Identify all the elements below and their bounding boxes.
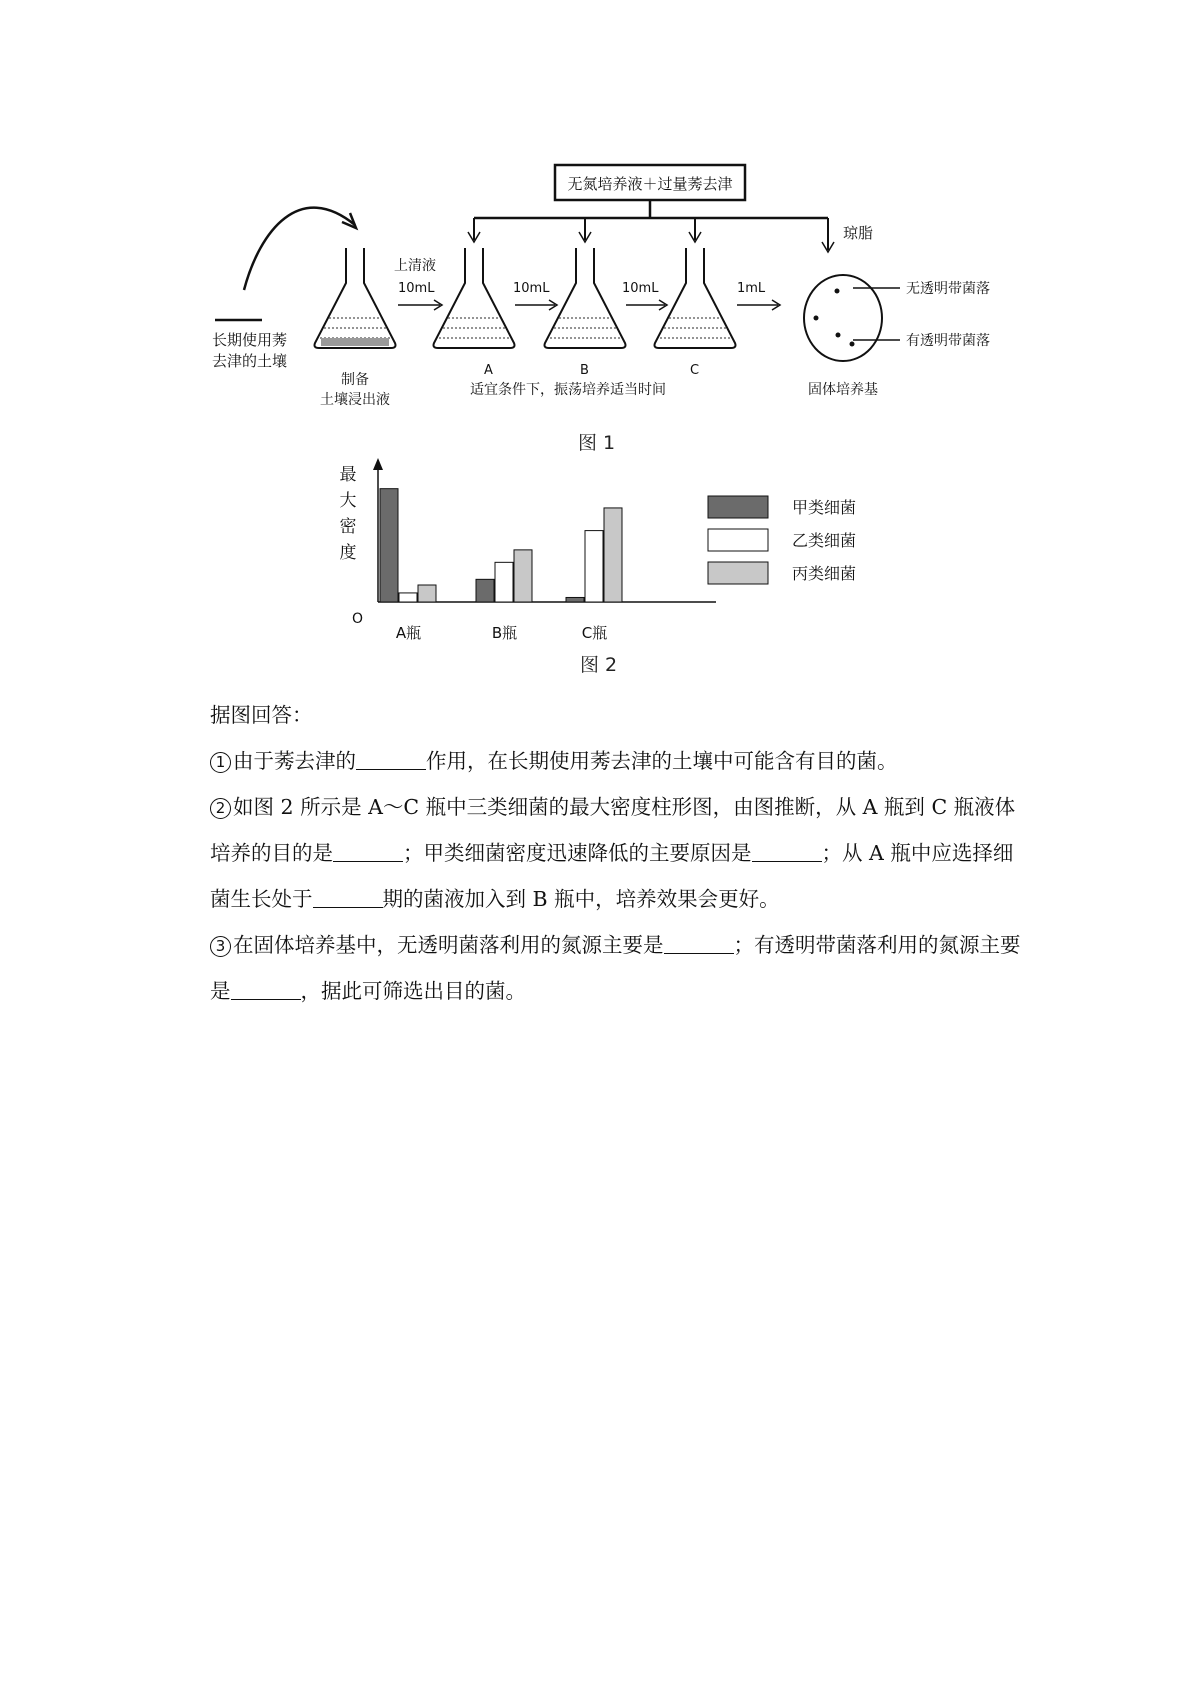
agar-label: 琼脂 — [843, 224, 874, 242]
soil-label-2: 去津的土壤 — [212, 352, 288, 370]
x-tick-label: A瓶 — [395, 624, 422, 642]
x-tick-label: B瓶 — [491, 624, 518, 642]
flask-c — [655, 248, 736, 348]
question-2 — [210, 784, 1030, 922]
flask-a — [434, 248, 515, 348]
circled-number-2: 2 — [210, 798, 231, 819]
curved-arrow — [244, 208, 355, 290]
question-body — [210, 692, 1030, 1014]
q2-text-b: ；甲类细菌密度迅速降低的主要原因是 — [403, 841, 752, 865]
figure-2-chart — [0, 450, 1200, 650]
colony-with-label: 有透明带菌落 — [906, 333, 990, 349]
bar-甲类细菌-A瓶 — [380, 489, 398, 602]
y-label-char: 度 — [339, 543, 357, 563]
colony — [836, 333, 841, 338]
question-1 — [210, 738, 1030, 784]
question-3 — [210, 922, 1030, 1014]
answer-blank — [356, 751, 426, 770]
intro-line: 据图回答： — [210, 703, 313, 727]
y-label-char: 大 — [339, 491, 357, 511]
circled-number-1: 1 — [210, 752, 231, 773]
bar-甲类细菌-C瓶 — [566, 597, 584, 602]
bar-丙类细菌-B瓶 — [514, 550, 532, 602]
bar-乙类细菌-C瓶 — [585, 531, 603, 602]
q1-text-a: 由于莠去津的 — [233, 749, 356, 773]
flask-b — [545, 248, 626, 348]
flask-a-label: A — [484, 363, 493, 378]
plate-label: 固体培养基 — [808, 382, 878, 398]
colony — [835, 289, 840, 294]
origin-label: O — [352, 611, 364, 627]
q3-text-b: ；有透明带菌落利用的氮源主要是 — [210, 933, 1021, 1003]
q2-text-a: 如图 2 所示是 A～C 瓶中三类细菌的最大密度柱形图，由图推断，从 A 瓶到 C 瓶液体培养的目的是 — [210, 795, 1016, 865]
figure-2-caption: 图 2 — [580, 654, 618, 676]
colony-none-label: 无透明带菌落 — [906, 281, 990, 297]
colony — [814, 316, 819, 321]
prep-label-1: 制备 — [341, 372, 369, 388]
condition-label: 适宜条件下，振荡培养适当时间 — [470, 382, 666, 398]
arrow4-label: 1mL — [737, 281, 766, 296]
answer-blank — [313, 889, 383, 908]
bar-甲类细菌-B瓶 — [476, 579, 494, 602]
circled-number-3: 3 — [210, 936, 231, 957]
q2-text-d: 期的菌液加入到 B 瓶中，培养效果会更好。 — [382, 887, 780, 911]
legend-swatch — [708, 562, 768, 584]
legend-label: 丙类细菌 — [792, 564, 857, 583]
q1-text-b: 作用，在长期使用莠去津的土壤中可能含有目的菌。 — [426, 749, 898, 773]
answer-blank — [333, 843, 403, 862]
prep-label-2: 土壤浸出液 — [320, 392, 390, 408]
arrow3-label: 10mL — [622, 281, 659, 296]
soil-extract-flask — [315, 248, 396, 348]
q3-text-a: 在固体培养基中，无透明菌落利用的氮源主要是 — [233, 933, 664, 957]
soil-label-1: 长期使用莠 — [212, 331, 288, 349]
x-tick-label: C瓶 — [581, 624, 608, 642]
q3-text-c: ，据此可筛选出目的菌。 — [300, 979, 526, 1003]
answer-blank — [231, 981, 301, 1000]
arrow1-bottom-label: 10mL — [398, 281, 435, 296]
answer-blank — [752, 843, 822, 862]
flask-c-label: C — [690, 363, 700, 378]
y-axis-arrow — [373, 458, 383, 470]
bar-丙类细菌-C瓶 — [604, 508, 622, 602]
legend-swatch — [708, 529, 768, 551]
figure-1-diagram — [0, 0, 1200, 430]
y-label-char: 最 — [339, 465, 357, 485]
legend-swatch — [708, 496, 768, 518]
arrow2-label: 10mL — [513, 281, 550, 296]
bar-乙类细菌-B瓶 — [495, 562, 513, 602]
legend-label: 乙类细菌 — [792, 531, 857, 550]
colony — [850, 342, 855, 347]
q2-text-c: ；从 A 瓶中应选择细菌生长处于 — [210, 841, 1014, 911]
legend-label: 甲类细菌 — [792, 498, 857, 517]
arrow1-top-label: 上清液 — [394, 258, 436, 274]
chart-ylabel — [340, 465, 357, 563]
y-label-char: 密 — [339, 517, 357, 537]
flask-b-label: B — [580, 363, 589, 378]
bar-丙类细菌-A瓶 — [418, 585, 436, 602]
answer-blank — [664, 935, 734, 954]
bar-乙类细菌-A瓶 — [399, 593, 417, 602]
medium-box-label: 无氮培养液＋过量莠去津 — [567, 175, 733, 193]
figure-1-caption: 图 1 — [578, 432, 616, 454]
